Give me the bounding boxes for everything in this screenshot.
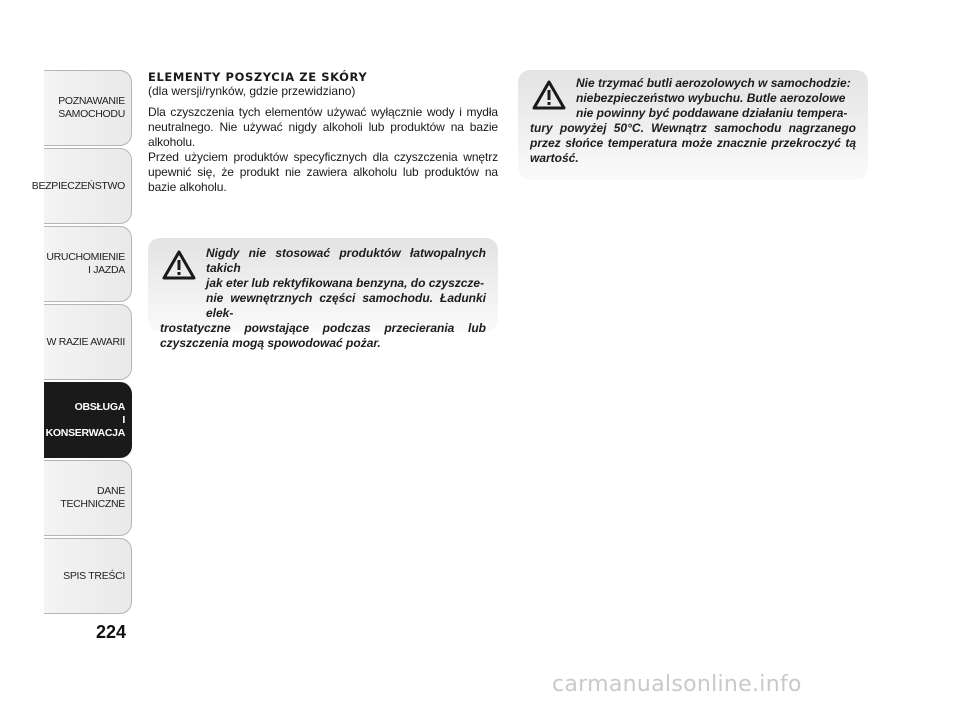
- section-subtitle: (dla wersji/rynków, gdzie przewidziano): [148, 84, 356, 98]
- tab-label: POZNAWANIE SAMOCHODU: [58, 95, 125, 120]
- warning-line: nie wewnętrznych części samochodu. Ładunki elek-: [206, 291, 486, 320]
- warning-triangle-icon: [162, 250, 196, 280]
- tab-w-razie-awarii[interactable]: [44, 304, 132, 380]
- warning-line: Nie trzymać butli aerozolowych w samochodzie:: [576, 76, 851, 90]
- watermark: carmanualsonline.info: [552, 672, 802, 697]
- warning-rest: trostatyczne powstające podczas przecierania lub czyszczenia mogą spowodować pożar.: [160, 321, 486, 350]
- tab-label: DANE TECHNICZNE: [60, 485, 125, 510]
- paragraph: Dla czyszczenia tych elementów używać wyłącznie wody i mydła neutralnego. Nie używać nigdy alkoholi lub produktów na bazie alkoholu.: [148, 105, 498, 149]
- tab-label: OBSŁUGA I KONSERWACJA: [45, 400, 125, 439]
- warning-line: jak eter lub rektyfikowana benzyna, do czyszcze-: [206, 276, 485, 290]
- tab-label: URUCHOMIENIE I JAZDA: [46, 251, 125, 276]
- paragraph: Przed użyciem produktów specyficznych dla czyszczenia wnętrz upewnić się, że produkt nie zawiera alkoholu lub produktów na bazie alkoholu.: [148, 150, 498, 194]
- page-number: 224: [96, 622, 127, 642]
- tab-bezpieczenstwo[interactable]: [31, 148, 132, 224]
- section-title: ELEMENTY POSZYCIA ZE SKÓRY: [148, 70, 368, 84]
- warning-rest: tury powyżej 50°C. Wewnątrz samochodu nagrzanego przez słońce temperatura może znacznie przekroczyć tą wartość.: [530, 121, 856, 165]
- warning-box-flammable: [148, 238, 498, 350]
- tab-obsluga-i-konserwacja[interactable]: [44, 382, 132, 458]
- tab-poznawanie-samochodu[interactable]: [44, 70, 132, 146]
- tab-label: SPIS TREŚCI: [63, 569, 125, 582]
- warning-box-aerosol: [518, 70, 868, 180]
- warning-line: niebezpieczeństwo wybuchu. Butle aerozolowe: [576, 91, 846, 105]
- tab-label: BEZPIECZEŃSTWO: [31, 179, 125, 192]
- tab-uruchomienie-i-jazda[interactable]: [44, 226, 132, 302]
- warning-text: [160, 246, 486, 351]
- content-column: [148, 70, 498, 195]
- tab-spis-tresci[interactable]: [44, 538, 132, 614]
- warning-line: Nigdy nie stosować produktów łatwopalnych takich: [206, 246, 486, 275]
- tab-label: W RAZIE AWARII: [46, 335, 125, 348]
- warning-text: [530, 76, 856, 166]
- warning-triangle-icon: [532, 80, 566, 110]
- warning-line: nie powinny być poddawane działaniu tempera-: [576, 106, 848, 120]
- tab-dane-techniczne[interactable]: [44, 460, 132, 536]
